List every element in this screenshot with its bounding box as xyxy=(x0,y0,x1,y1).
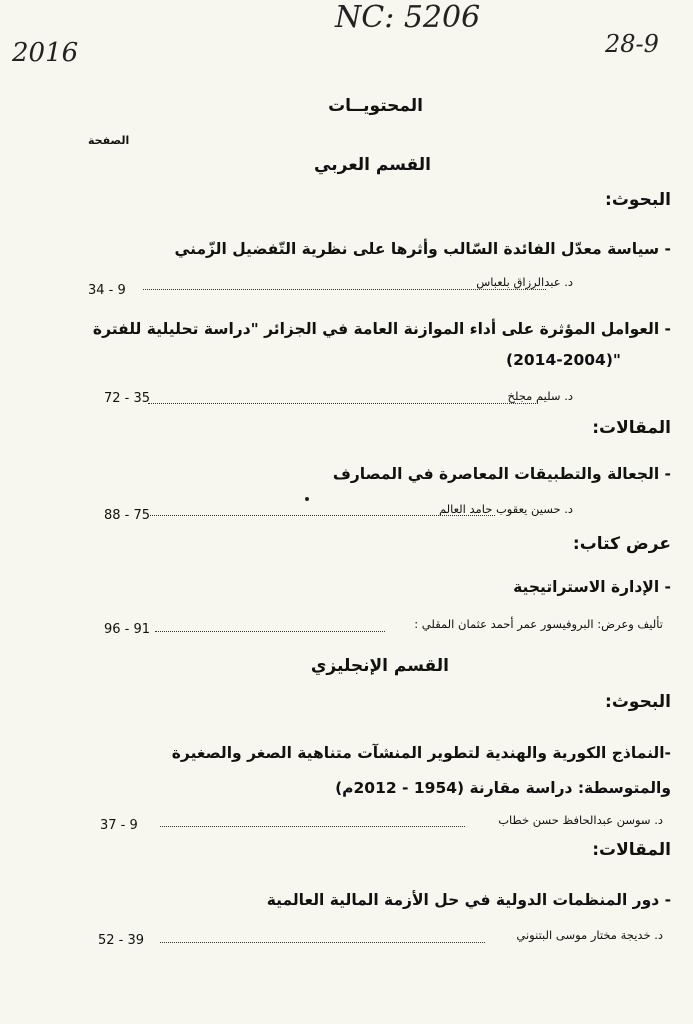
dot-leader xyxy=(160,942,485,943)
toc-entry-title: -النماذج الكورية والهندية لتطوير المنشآت متناهية الصغر والصغيرة xyxy=(171,744,671,762)
toc-entry-author: د. خديجة مختار موسى البتنوني xyxy=(516,928,663,942)
arabic-research-label: البحوث: xyxy=(605,190,671,210)
toc-entry-title: - العوامل المؤثرة على أداء الموازنة العامة في الجزائر "دراسة تحليلية للفترة xyxy=(92,320,671,338)
toc-entry-pages: 72 - 35 xyxy=(104,391,151,406)
dot-leader xyxy=(148,403,538,404)
english-section-heading: القسم الإنجليزي xyxy=(310,656,449,676)
toc-entry-author: د. سوسن عبدالحافظ حسن خطاب xyxy=(498,813,663,827)
page-column-label: الصفحة xyxy=(88,134,130,147)
dot-leader xyxy=(160,826,465,827)
page-title: المحتويــات xyxy=(328,96,423,116)
english-articles-label: المقالات: xyxy=(592,840,671,860)
handwritten-year: 2016 xyxy=(12,38,79,68)
arabic-articles-label: المقالات: xyxy=(592,418,671,438)
handwritten-date: 28-9 xyxy=(605,30,659,58)
dot-leader xyxy=(150,515,495,516)
toc-entry-title-continued: والمتوسطة: دراسة مقارنة (1954 - 2012م) xyxy=(335,779,671,797)
toc-entry-title-continued: (2014-2004)" xyxy=(506,351,621,369)
toc-entry-pages: 88 - 75 xyxy=(104,508,151,523)
arabic-book-review-label: عرض كتاب: xyxy=(572,534,671,554)
toc-entry-pages: 37 - 9 xyxy=(100,818,138,833)
arabic-section-heading: القسم العربي xyxy=(314,155,431,175)
toc-entry-title: - دور المنظمات الدولية في حل الأزمة المالية العالمية xyxy=(266,891,671,909)
dot-leader xyxy=(143,289,546,290)
toc-entry-author: د. سليم مجلخ xyxy=(507,389,573,403)
toc-entry-pages: 52 - 39 xyxy=(98,933,145,948)
stray-dot xyxy=(305,497,309,501)
toc-entry-title: - سياسة معدّل الفائدة السّالب وأثرها على نظرية التّفضيل الزّمني xyxy=(174,240,671,258)
handwritten-reference-number: NC: 5206 xyxy=(335,0,481,35)
toc-entry-pages: 96 - 91 xyxy=(104,622,151,637)
toc-entry-author: تأليف وعرض: البروفيسور عمر أحمد عثمان المقلي : xyxy=(414,617,663,631)
toc-entry-title: - الجعالة والتطبيقات المعاصرة في المصارف xyxy=(332,465,671,483)
toc-entry-title: - الإدارة الاستراتيجية xyxy=(513,578,671,596)
toc-entry-author: د. عبدالرزاق بلعباس xyxy=(476,275,573,289)
toc-entry-author: د. حسين يعقوب حامد العالم xyxy=(438,502,573,516)
dot-leader xyxy=(155,631,385,632)
toc-entry-pages: 34 - 9 xyxy=(88,283,126,298)
english-research-label: البحوث: xyxy=(605,692,671,712)
